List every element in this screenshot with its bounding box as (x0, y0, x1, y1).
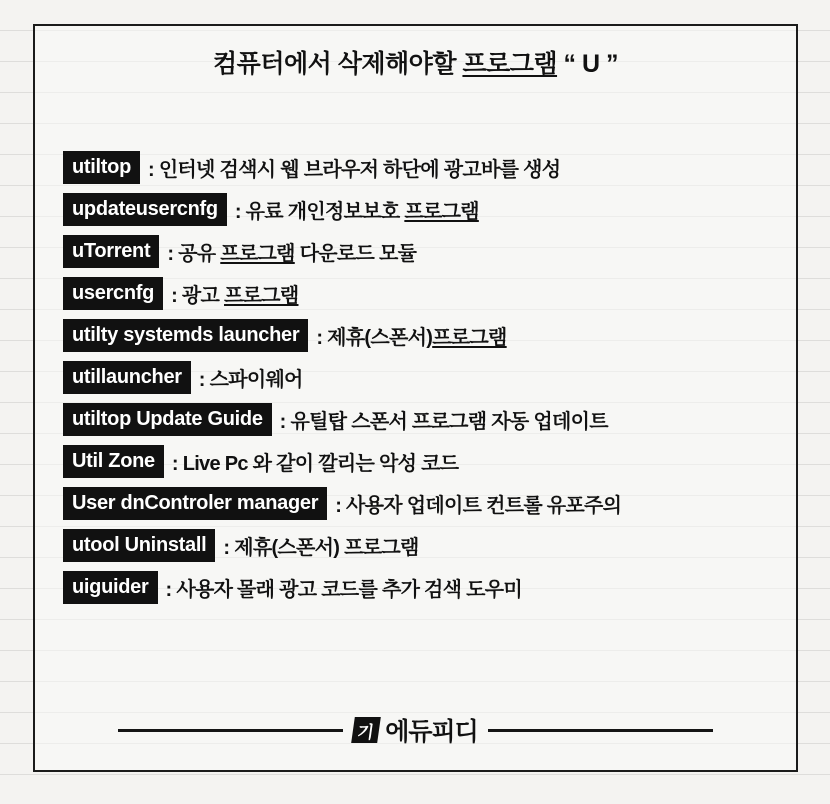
program-description (280, 405, 608, 434)
program-name-tag: utillauncher (63, 361, 191, 394)
footer-rule-right (488, 729, 713, 732)
description-text-post: 다운로드 모듈 (294, 242, 417, 265)
list-item (63, 146, 773, 188)
program-description (335, 489, 621, 518)
description-text-pre: 제휴(스폰서) (327, 326, 433, 349)
list-item (63, 440, 773, 482)
separator: : (316, 326, 323, 349)
description-text: 인터넷 검색시 웹 브라우저 하단에 광고바를 생성 (158, 158, 561, 181)
program-description (166, 573, 523, 602)
program-name-tag: utiltop Update Guide (63, 403, 272, 436)
list-item (63, 482, 773, 524)
content-frame (33, 24, 798, 772)
description-text-pre: 광고 (181, 284, 225, 307)
brand-name: 에듀피디 (385, 718, 478, 746)
separator: : (223, 536, 230, 559)
separator: : (234, 200, 241, 223)
separator: : (171, 284, 178, 307)
description-text-underlined: 프로그램 (404, 200, 479, 223)
separator: : (171, 452, 178, 475)
separator: : (167, 242, 174, 265)
program-list (63, 146, 773, 608)
brand-logo (353, 712, 478, 748)
description-text-underlined: 프로그램 (432, 326, 507, 349)
description-text: 스파이웨어 (209, 368, 303, 391)
footer (35, 712, 796, 748)
description-text: 유틸탑 스폰서 프로그램 자동 업데이트 (290, 410, 608, 433)
title-prefix: 컴퓨터에서 삭제해야할 (213, 50, 463, 78)
description-text: 사용자 몰래 광고 코드를 추가 검색 도우미 (176, 578, 523, 601)
program-description (223, 531, 418, 560)
list-item (63, 314, 773, 356)
list-item (63, 272, 773, 314)
list-item (63, 230, 773, 272)
brand-mark-icon: 기 (351, 717, 381, 743)
program-name-tag: uTorrent (63, 235, 159, 268)
program-name-tag: uiguider (63, 571, 158, 604)
description-text: 사용자 업데이트 컨트롤 유포주의 (346, 494, 622, 517)
program-description (167, 237, 416, 266)
title-text (213, 44, 618, 80)
description-text-underlined: 프로그램 (220, 242, 295, 265)
program-name-tag: utilty systemds launcher (63, 319, 308, 352)
separator: : (147, 158, 154, 181)
separator: : (165, 578, 172, 601)
footer-rule-left (118, 729, 343, 732)
program-description (171, 279, 298, 308)
page-title (35, 44, 796, 80)
title-suffix: “ U ” (557, 50, 618, 78)
program-description (316, 321, 506, 350)
description-text-pre: 유료 개인정보보호 (245, 200, 405, 223)
program-name-tag: Util Zone (63, 445, 164, 478)
list-item (63, 188, 773, 230)
program-name-tag: utiltop (63, 151, 140, 184)
list-item (63, 566, 773, 608)
list-item (63, 398, 773, 440)
program-name-tag: usercnfg (63, 277, 163, 310)
separator: : (335, 494, 342, 517)
program-description (235, 195, 479, 224)
description-text: Live Pc 와 같이 깔리는 악성 코드 (182, 452, 459, 475)
title-underlined: 프로그램 (462, 50, 558, 78)
description-text-underlined: 프로그램 (224, 284, 299, 307)
program-name-tag: utool Uninstall (63, 529, 215, 562)
program-name-tag: User dnControler manager (63, 487, 327, 520)
program-description (172, 447, 458, 476)
separator: : (279, 410, 286, 433)
list-item (63, 524, 773, 566)
program-description (199, 363, 303, 392)
description-text-pre: 공유 (178, 242, 221, 265)
separator: : (198, 368, 205, 391)
program-name-tag: updateusercnfg (63, 193, 227, 226)
description-text: 제휴(스폰서) 프로그램 (234, 536, 419, 559)
program-description (148, 153, 560, 182)
list-item (63, 356, 773, 398)
